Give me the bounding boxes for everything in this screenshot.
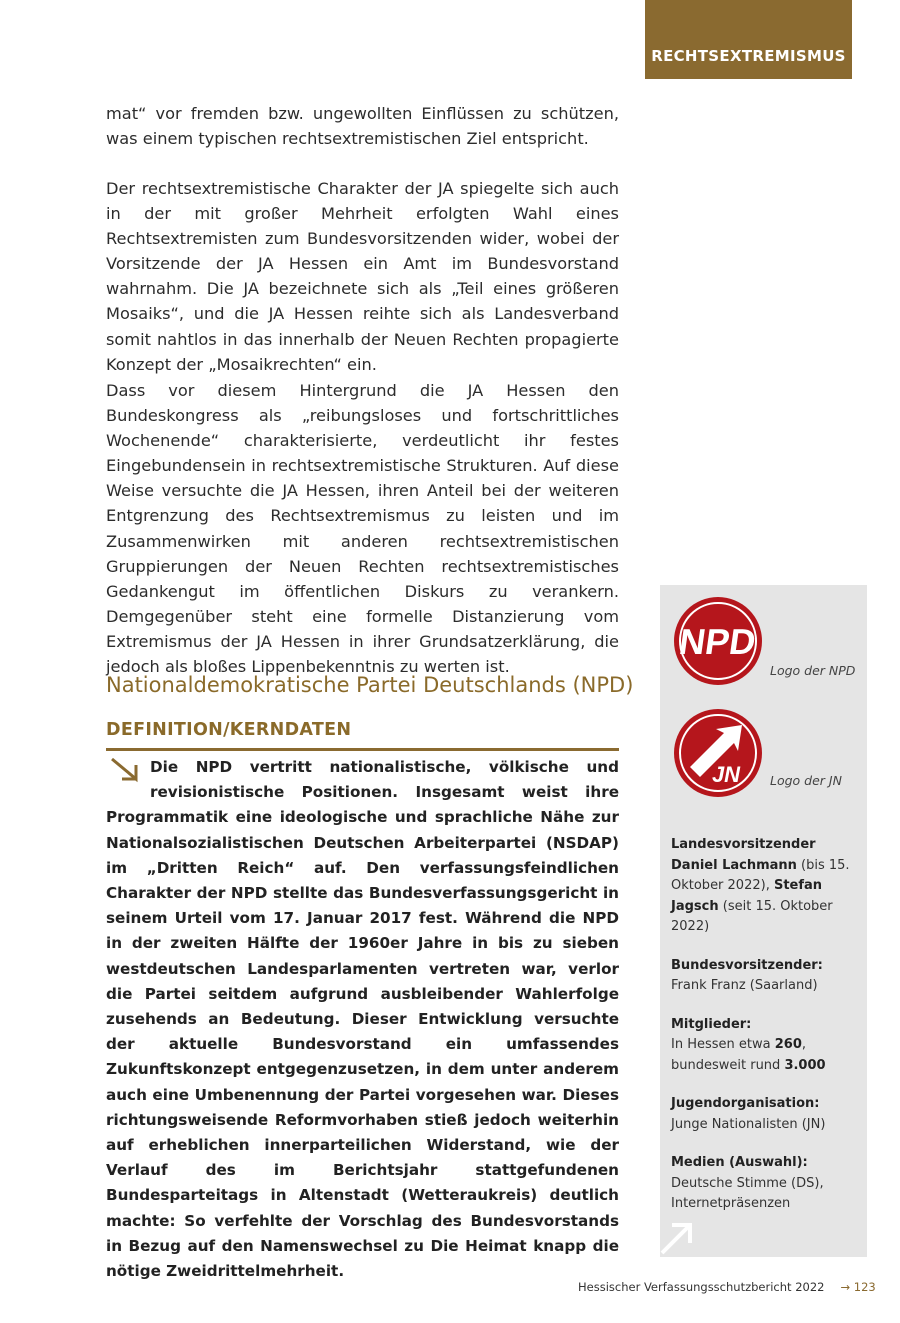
heading-rule (106, 748, 619, 751)
paragraph-ja-character: Der rechtsextremistische Charakter der JA spiegelte sich auch in der mit großer Mehrheit erfolgten Wahl eines Rechtsextremisten zum Bundesvorsitzenden wider, wobei der Vorsitzende der JA Hessen ein Amt im Bundesvorstand wahrnahm. Die JA bezeichnete sich als „Teil eines größeren Mosaiks“, und die JA Hessen reihte sich als Landesverband somit nahtlos in das innerhalb der Neuen Rechten propagierte Konzept der „Mosaikrechten“ ein. (106, 179, 619, 374)
jn-logo-text: JN (711, 762, 741, 787)
jn-logo-caption: Logo der JN (770, 773, 842, 788)
fact-medien: Medien (Auswahl): Deutsche Stimme (DS), Internetpräsenzen (671, 1155, 824, 1211)
page-number: 123 (853, 1280, 876, 1294)
fact-sidebar (660, 585, 867, 1257)
fact-list (671, 835, 863, 1233)
page-footer (578, 1280, 876, 1294)
section-subtitle: DEFINITION/KERNDATEN (106, 720, 352, 740)
jn-logo (672, 707, 764, 799)
corner-arrow-icon (660, 1221, 694, 1255)
fact-bundesvorsitzender: Bundesvorsitzender: Frank Franz (Saarland) (671, 957, 823, 993)
section-title: Nationaldemokratische Partei Deutschlands (NPD) (106, 673, 634, 697)
paragraph-continuation: mat“ vor fremden bzw. ungewollten Einflüssen zu schützen, was einem typischen rechtsextremistischen Ziel entspricht. (106, 104, 619, 149)
fact-landesvorsitzender: Landesvorsitzender Daniel Lachmann (bis 15. Oktober 2022), Stefan Jagsch (seit 15. Oktober 2022) (671, 837, 850, 934)
section-tab: RECHTSEXTREMISMUS (645, 0, 852, 79)
footer-report-title: Hessischer Verfassungsschutzbericht 2022 (578, 1280, 825, 1294)
fact-mitglieder: Mitglieder: In Hessen etwa 260, bundesweit rund 3.000 (671, 1016, 826, 1073)
npd-logo-text: NPD (676, 621, 759, 662)
fact-jugendorganisation: Jugendorganisation: Junge Nationalisten (JN) (671, 1096, 826, 1132)
npd-logo (672, 595, 764, 687)
definition-text: Die NPD vertritt nationalistische, völkische und revisionistische Positionen. Insgesamt weist ihre Programmatik eine ideologische und sprachliche Nähe zur Nationalsozialistischen Deutschen Arbeiterpartei (NSDAP) im „Dritten Reich“ auf. Den verfassungsfeindlichen Charakter der NPD stellte das Bundesverfassungsgericht in seinem Urteil vom 17. Januar 2017 fest. Während die NPD in der zweiten Hälfte der 1960er Jahre in bis zu sieben westdeutschen Landesparlamenten vertreten war, verlor die Partei seitdem aufgrund ausbleibender Wahlerfolge zusehends an Bedeutung. Dieser Entwicklung versuchte der aktuelle Bundesvorstand ein umfassendes Zukunftskonzept entgegenzusetzen, in dem unter anderem auch eine Umbenennung der Partei vorgesehen war. Dieses richtungsweisende Reformvorhaben stieß jedoch weiterhin auf erheblichen innerparteilichen Widerstand, wie der Verlauf des im Berichtsjahr stattgefundenen Bundesparteitags in Altenstadt (Wetteraukreis) deutlich machte: So verfehlte der Vorschlag des Bundesvorstands in Bezug auf den Namenswechsel zu Die Heimat knapp die nötige Zweidrittelmehrheit. (106, 758, 619, 1281)
footer-arrow-icon: → (840, 1280, 851, 1294)
npd-logo-caption: Logo der NPD (770, 663, 856, 678)
paragraph-ja-bundeskongress: Dass vor diesem Hintergrund die JA Hessen den Bundeskongress als „reibungsloses und fortschrittliches Wochenende“ charakterisierte, verdeutlicht ihr festes Eingebundensein in rechtsextremistische Strukturen. Auf diese Weise versuchte die JA Hessen, ihren Anteil bei der weiteren Entgrenzung des Rechtsextremismus zu leisten und im Zusammenwirken mit anderen rechtsextremistischen Gruppierungen der Neuen Rechten rechtsextremistisches Gedankengut im öffentlichen Diskurs zu verankern. Demgegenüber steht eine formelle Distanzierung vom Extremismus der JA Hessen in ihrer Grundsatzerklärung, die jedoch als bloßes Lippenbekenntnis zu werten ist. (106, 381, 619, 677)
